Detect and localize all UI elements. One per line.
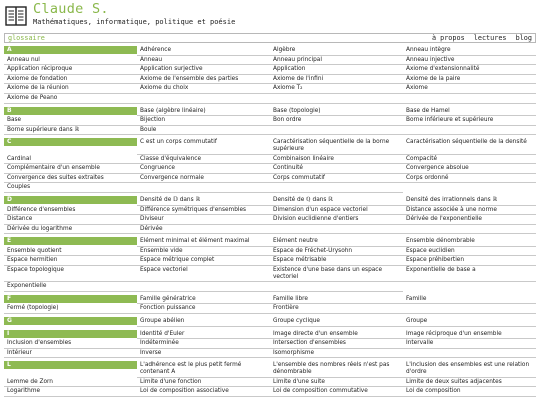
empty-cell (403, 94, 536, 104)
glossary-entry[interactable]: Loi de composition (403, 387, 536, 397)
glossary-entry[interactable]: Axiome de l'infini (270, 75, 403, 85)
glossary-entry[interactable]: Axiome (403, 84, 536, 94)
glossary-entry[interactable]: Densité de 𝔻 dans ℝ (137, 196, 270, 206)
glossary-entry[interactable]: Complémentaire d'un ensemble (4, 164, 137, 174)
glossary-entry[interactable]: Famille génératrice (137, 295, 270, 305)
glossary-entry[interactable]: Fonction puissance (137, 304, 270, 314)
empty-cell (403, 126, 536, 136)
glossary-grid (4, 237, 536, 292)
glossary-entry[interactable]: L'ensemble des nombres réels n'est pas dénombrable (270, 361, 403, 377)
glossary-entry[interactable]: Caractérisation séquentielle de la densité (403, 138, 536, 154)
letter-header: C (4, 138, 137, 146)
letter-header: F (4, 295, 137, 303)
glossary-section-l (4, 361, 536, 396)
glossary-entry[interactable]: Convergence des suites extraites (4, 174, 137, 184)
empty-cell (270, 94, 403, 104)
glossary-grid (4, 138, 536, 193)
glossary-entry[interactable]: Limite d'une fonction (137, 378, 270, 388)
glossary-entry[interactable]: Axiome de l'ensemble des parties (137, 75, 270, 85)
glossary-grid (4, 196, 536, 234)
glossary-entry[interactable]: Cardinal (4, 155, 137, 165)
letter-header: A (4, 46, 137, 54)
empty-cell (403, 304, 536, 314)
empty-cell (270, 183, 403, 193)
glossary-section-c (4, 138, 536, 193)
glossary-entry[interactable]: Axiome de fondation (4, 75, 137, 85)
glossary-entry[interactable]: Application réciproque (4, 65, 137, 75)
glossary-entry[interactable]: Exponentielle (4, 282, 137, 292)
glossary-entry[interactable]: Anneau nul (4, 56, 137, 66)
letter-header: I (4, 330, 137, 338)
glossary-entry[interactable]: Algèbre (270, 46, 403, 56)
glossary-entry[interactable]: Frontière (270, 304, 403, 314)
letter-header: L (4, 361, 137, 369)
glossary-entry[interactable]: Famille (403, 295, 536, 305)
glossary-entry[interactable]: Caractérisation séquentielle de la borne supérieure (270, 138, 403, 154)
glossary-grid (4, 330, 536, 359)
glossary-entry[interactable]: Base (algèbre linéaire) (137, 107, 270, 117)
glossary-entry[interactable]: Anneau (137, 56, 270, 66)
glossary-entry[interactable]: Axiome du choix (137, 84, 270, 94)
glossary-entry[interactable]: Anneau principal (270, 56, 403, 66)
glossary-entry[interactable]: Groupe (403, 317, 536, 327)
glossary-section-d (4, 196, 536, 234)
glossary-entry[interactable]: Existence d'une base dans un espace vectoriel (270, 266, 403, 282)
glossary-entry[interactable]: Groupe cyclique (270, 317, 403, 327)
glossary-entry[interactable]: Loi de composition associative (137, 387, 270, 397)
glossary-section-e (4, 237, 536, 292)
glossary-entry[interactable]: Identité d'Euler (137, 330, 270, 340)
glossary-grid (4, 107, 536, 136)
glossary-entry[interactable]: Dimension d'un espace vectoriel (270, 206, 403, 216)
glossary-entry[interactable]: Élément neutre (270, 237, 403, 247)
glossary-entry[interactable]: Ensemble quotient (4, 247, 137, 257)
letter-header: D (4, 196, 137, 204)
nav-current-glossaire[interactable]: glossaire (8, 34, 45, 42)
glossary-entry[interactable]: Famille libre (270, 295, 403, 305)
glossary-entry[interactable]: Base (4, 116, 137, 126)
site-title[interactable]: Claude S. (33, 1, 109, 17)
glossary-entry[interactable]: Distance (4, 215, 137, 225)
glossary-entry[interactable]: Diviseur (137, 215, 270, 225)
glossary-entry[interactable]: Espace vectoriel (137, 266, 270, 282)
glossary-entry[interactable]: Convergence normale (137, 174, 270, 184)
glossary-section-f (4, 295, 536, 314)
glossary-entry[interactable]: Intérieur (4, 349, 137, 359)
nav-bar (4, 33, 536, 43)
glossary-entry[interactable]: Inclusion d'ensembles (4, 339, 137, 349)
glossary-entry[interactable]: Groupe abélien (137, 317, 270, 327)
glossary-entry[interactable]: Inverse (137, 349, 270, 359)
glossary-entry[interactable]: Espace préhibertien (403, 256, 536, 266)
glossary-entry[interactable]: Application (270, 65, 403, 75)
glossary-grid (4, 317, 536, 327)
glossary-entry[interactable]: Anneau injective (403, 56, 536, 66)
glossary-entry[interactable]: Couples (4, 183, 137, 193)
glossary-entry[interactable]: Axiome d'extensionnalité (403, 65, 536, 75)
glossary-entry[interactable]: Densité de ℚ dans ℝ (270, 196, 403, 206)
glossary-entry[interactable]: Axiome T₂ (270, 84, 403, 94)
glossary-entry[interactable]: Dérivée (137, 225, 270, 235)
empty-cell (270, 126, 403, 136)
glossary-entry[interactable]: Dérivée du logarithme (4, 225, 137, 235)
glossary-entry[interactable]: Élément minimal et élément maximal (137, 237, 270, 247)
glossary-entry[interactable]: Convergence absolue (403, 164, 536, 174)
glossary-entry[interactable]: Espace de Fréchet-Urysohn (270, 247, 403, 257)
glossary-entry[interactable]: C est un corps commutatif (137, 138, 270, 154)
glossary-entry[interactable]: Intervalle (403, 339, 536, 349)
glossary-entry[interactable]: Ensemble vide (137, 247, 270, 257)
glossary-entry[interactable]: Espace euclidien (403, 247, 536, 257)
letter-header: G (4, 317, 137, 325)
letter-header: B (4, 107, 137, 115)
glossary-entry[interactable]: Fermé (topologie) (4, 304, 137, 314)
glossary-entry[interactable]: Espace topologique (4, 266, 137, 282)
glossary-grid (4, 295, 536, 314)
glossary-entry[interactable]: Logarithme (4, 387, 137, 397)
glossary-index (4, 46, 536, 400)
nav-link-lectures[interactable]: lectures (473, 34, 507, 42)
glossary-entry[interactable]: Base de Hamel (403, 107, 536, 117)
glossary-entry[interactable]: Corps commutatif (270, 174, 403, 184)
glossary-entry[interactable]: Distance associée à une norme (403, 206, 536, 216)
empty-cell (137, 94, 270, 104)
glossary-entry[interactable]: Axiome de Peano (4, 94, 137, 104)
site-subtitle: Mathématiques, informatique, politique et poésie (33, 18, 236, 26)
glossary-entry[interactable]: Adhérence (137, 46, 270, 56)
glossary-section-a (4, 46, 536, 104)
glossary-entry[interactable]: Borne supérieure dans ℝ (4, 126, 137, 136)
glossary-section-i (4, 330, 536, 359)
glossary-entry[interactable]: Application surjective (137, 65, 270, 75)
glossary-entry[interactable]: Anneau intègre (403, 46, 536, 56)
nav-links (427, 34, 532, 43)
glossary-entry[interactable]: Bon ordre (270, 116, 403, 126)
book-icon[interactable] (5, 5, 27, 27)
glossary-entry[interactable]: L'adhérence est le plus petit fermé contenant A (137, 361, 270, 377)
glossary-entry[interactable]: Image directe d'un ensemble (270, 330, 403, 340)
empty-cell (403, 349, 536, 359)
glossary-entry[interactable]: Axiome de la paire (403, 75, 536, 85)
glossary-entry[interactable]: Congruence (137, 164, 270, 174)
glossary-section-b (4, 107, 536, 136)
empty-cell (137, 183, 270, 193)
nav-link-blog[interactable]: blog (515, 34, 532, 42)
glossary-entry[interactable]: Borne inférieure et supérieure (403, 116, 536, 126)
glossary-entry[interactable]: Ensemble dénombrable (403, 237, 536, 247)
empty-cell (137, 282, 270, 292)
empty-cell (270, 282, 403, 292)
glossary-entry[interactable]: L'inclusion des ensembles est une relation d'ordre (403, 361, 536, 377)
glossary-entry[interactable]: Indéterminée (137, 339, 270, 349)
glossary-entry[interactable]: Espace hermitien (4, 256, 137, 266)
glossary-entry[interactable]: Classe d'équivalence (137, 155, 270, 165)
glossary-entry[interactable]: Limite d'une suite (270, 378, 403, 388)
glossary-entry[interactable]: Continuité (270, 164, 403, 174)
glossary-entry[interactable]: Différence symétriques d'ensembles (137, 206, 270, 216)
glossary-entry[interactable]: Image réciproque d'un ensemble (403, 330, 536, 340)
glossary-entry[interactable]: Isomorphisme (270, 349, 403, 359)
glossary-entry[interactable]: Exponentielle de base a (403, 266, 536, 282)
glossary-entry[interactable]: Axiome de la réunion (4, 84, 137, 94)
glossary-section-g (4, 317, 536, 327)
glossary-entry[interactable]: Division euclidienne d'entiers (270, 215, 403, 225)
empty-cell (403, 225, 536, 235)
glossary-entry[interactable]: Compacité (403, 155, 536, 165)
empty-cell (270, 225, 403, 235)
nav-link-about[interactable]: à propos (431, 34, 465, 42)
letter-header: E (4, 237, 137, 245)
glossary-entry[interactable]: Espace métrique complet (137, 256, 270, 266)
glossary-entry[interactable]: Base (topologie) (270, 107, 403, 117)
site-header (0, 0, 540, 34)
glossary-entry[interactable]: Dérivée de l'exponentielle (403, 215, 536, 225)
glossary-entry[interactable]: Intersection d'ensembles (270, 339, 403, 349)
glossary-entry[interactable]: Loi de composition commutative (270, 387, 403, 397)
glossary-grid (4, 361, 536, 396)
glossary-grid (4, 46, 536, 104)
glossary-entry[interactable]: Espace métrisable (270, 256, 403, 266)
glossary-entry[interactable]: Corps ordonné (403, 174, 536, 184)
glossary-entry[interactable]: Densité des irrationnels dans ℝ (403, 196, 536, 206)
glossary-entry[interactable]: Bijection (137, 116, 270, 126)
glossary-entry[interactable]: Lemme de Zorn (4, 378, 137, 388)
glossary-entry[interactable]: Boule (137, 126, 270, 136)
glossary-entry[interactable]: Limite de deux suites adjacentes (403, 378, 536, 388)
glossary-entry[interactable]: Différence d'ensembles (4, 206, 137, 216)
glossary-entry[interactable]: Combinaison linéaire (270, 155, 403, 165)
